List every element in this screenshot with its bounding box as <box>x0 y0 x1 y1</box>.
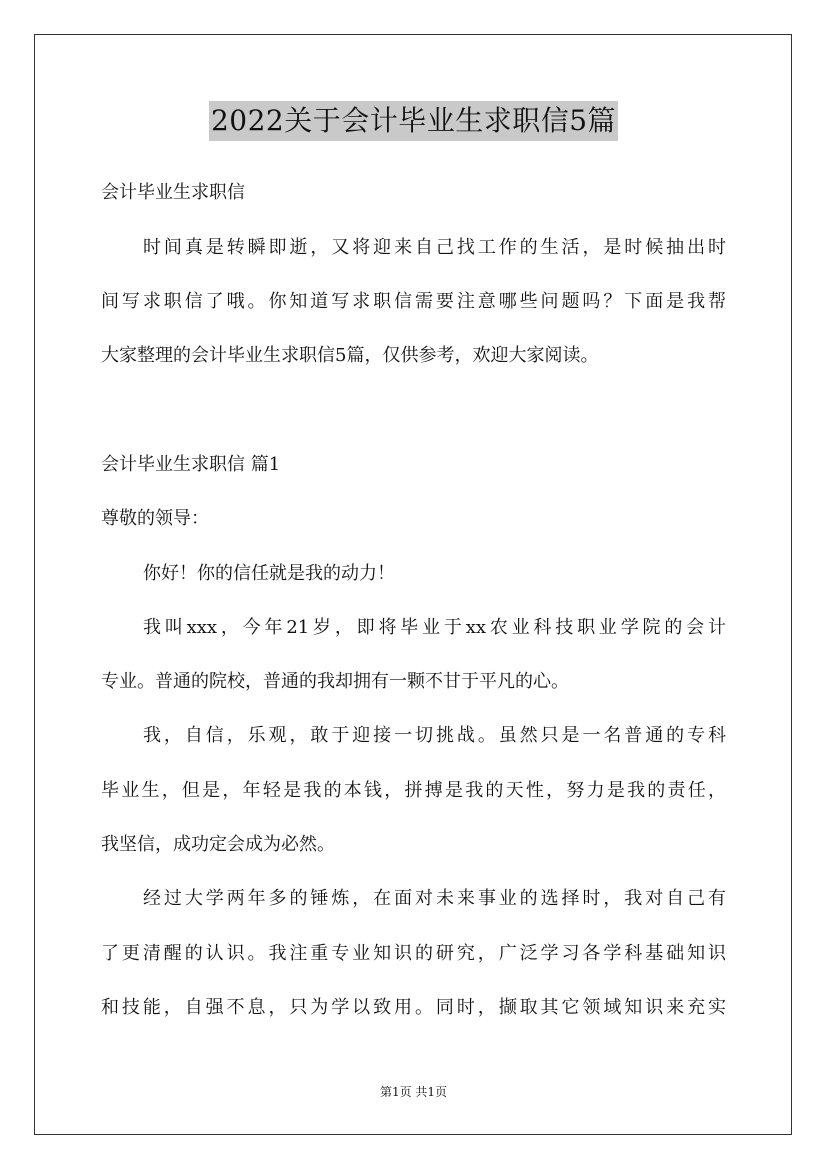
paragraph-line: 间写求职信了哦。你知道写求职信需要注意哪些问题吗？下面是我帮 <box>101 291 726 312</box>
paragraph-line: 你好！你的信任就是我的动力！ <box>143 563 395 584</box>
page-footer <box>0 1084 827 1100</box>
page-number-label: 第1页 共1页 <box>379 1085 448 1099</box>
document-title: 2022关于会计毕业生求职信5篇 <box>209 101 618 141</box>
paragraph-line: 我坚信，成功定会成为必然。 <box>101 834 335 855</box>
paragraph-line: 我叫xxx，今年21岁，即将毕业于xx农业科技职业学院的会计 <box>143 617 726 638</box>
paragraph-line: 时间真是转瞬即逝，又将迎来自己找工作的生活，是时候抽出时 <box>143 237 726 258</box>
paragraph-line: 经过大学两年多的锤炼，在面对未来事业的选择时，我对自己有 <box>143 888 726 909</box>
title-container <box>0 101 827 141</box>
section-heading: 会计毕业生求职信 <box>101 182 245 203</box>
salutation: 尊敬的领导： <box>101 508 209 529</box>
paragraph-line: 毕业生，但是，年轻是我的本钱，拼搏是我的天性，努力是我的责任， <box>101 780 726 801</box>
paragraph-line: 专业。普通的院校，普通的我却拥有一颗不甘于平凡的心。 <box>101 671 569 692</box>
paragraph-line: 我，自信，乐观，敢于迎接一切挑战。虽然只是一名普通的专科 <box>143 725 726 746</box>
letter-heading: 会计毕业生求职信 篇1 <box>101 454 281 475</box>
paragraph-line: 了更清醒的认识。我注重专业知识的研究，广泛学习各学科基础知识 <box>101 943 726 964</box>
paragraph-line: 和技能，自强不息，只为学以致用。同时，撷取其它领域知识来充实 <box>101 997 726 1018</box>
paragraph-line: 大家整理的会计毕业生求职信5篇，仅供参考，欢迎大家阅读。 <box>101 345 599 366</box>
